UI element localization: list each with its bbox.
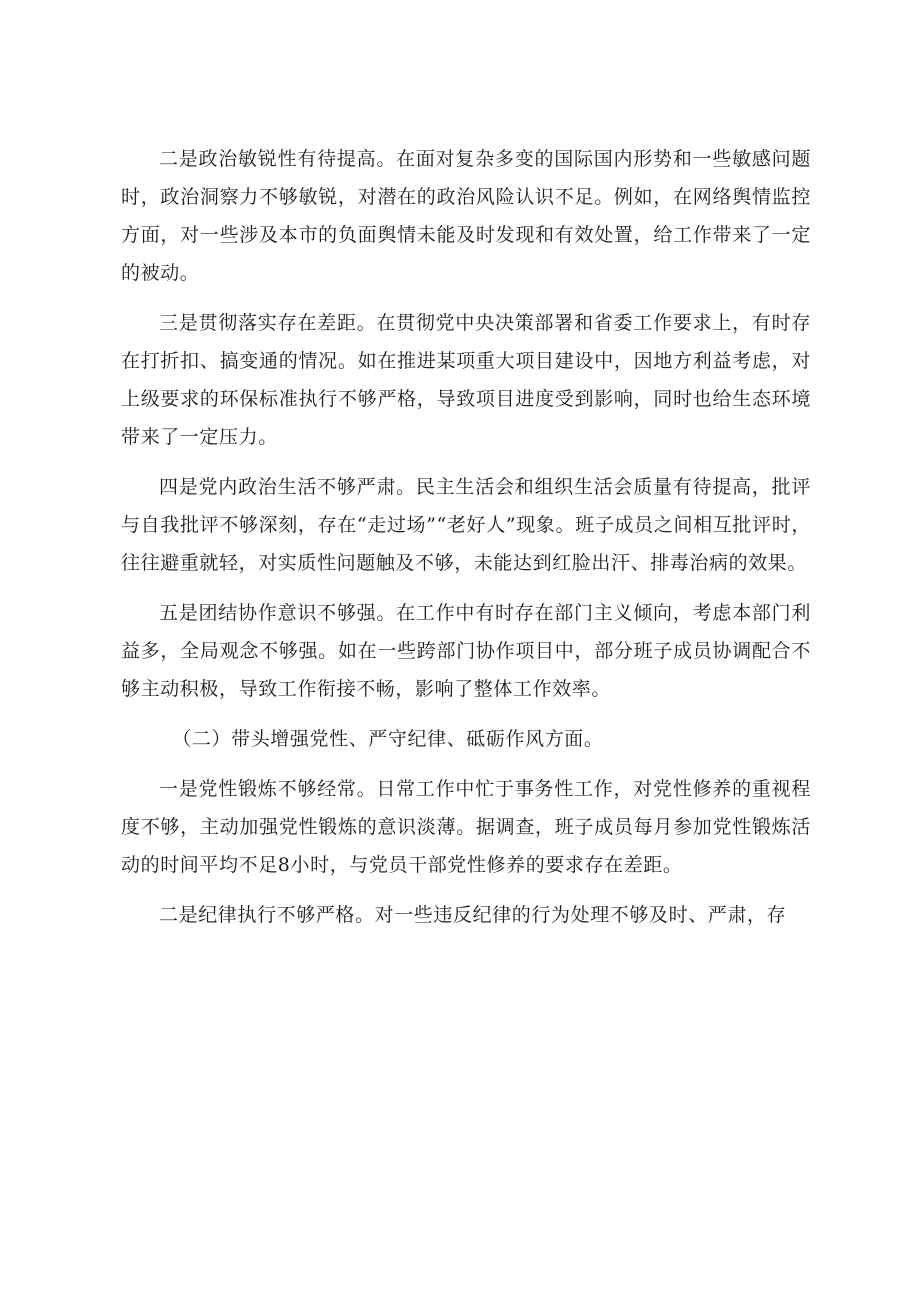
section-heading: （二）带头增强党性、严守纪律、砥砺作风方面。 bbox=[172, 728, 604, 750]
paragraph-discipline-enforcement: 二是纪律执行不够严格。对一些违反纪律的行为处理不够及时、严肃，存 bbox=[159, 904, 787, 926]
paragraph-party-political-life: 四是党内政治生活不够严肃。民主生活会和组织生活会质量有待提高，批评与自我批评不够深刻，存在“走过场”“老好人”现象。班子成员之间相互批评时，往往避重就轻，对实质性问题触及不够，未能达到红脸出汗、排毒治病的效果。 bbox=[121, 476, 811, 574]
paragraph-teamwork-awareness: 五是团结协作意识不够强。在工作中有时存在部门主义倾向，考虑本部门利益多，全局观念不够强。如在一些跨部门协作项目中，部分班子成员协调配合不够主动积极，导致工作衔接不畅，影响了整体工作效率。 bbox=[121, 602, 811, 700]
document-body bbox=[121, 140, 811, 946]
paragraph-political-sensitivity: 二是政治敏锐性有待提高。在面对复杂多变的国际国内形势和一些敏感问题时，政治洞察力不够敏锐，对潜在的政治风险认识不足。例如，在网络舆情监控方面，对一些涉及本市的负面舆情未能及时发现和有效处置，给工作带来了一定的被动。 bbox=[121, 148, 811, 284]
paragraph-implementation-gap: 三是贯彻落实存在差距。在贯彻党中央决策部署和省委工作要求上，有时存在打折扣、搞变通的情况。如在推进某项重大项目建设中，因地方利益考虑，对上级要求的环保标准执行不够严格，导致项目进度受到影响，同时也给生态环境带来了一定压力。 bbox=[121, 312, 811, 448]
paragraph-party-spirit-training: 一是党性锻炼不够经常。日常工作中忙于事务性工作，对党性修养的重视程度不够，主动加强党性锻炼的意识淡薄。据调查，班子成员每月参加党性锻炼活动的时间平均不足8小时，与党员干部党性修养的要求存在差距。 bbox=[121, 778, 811, 876]
